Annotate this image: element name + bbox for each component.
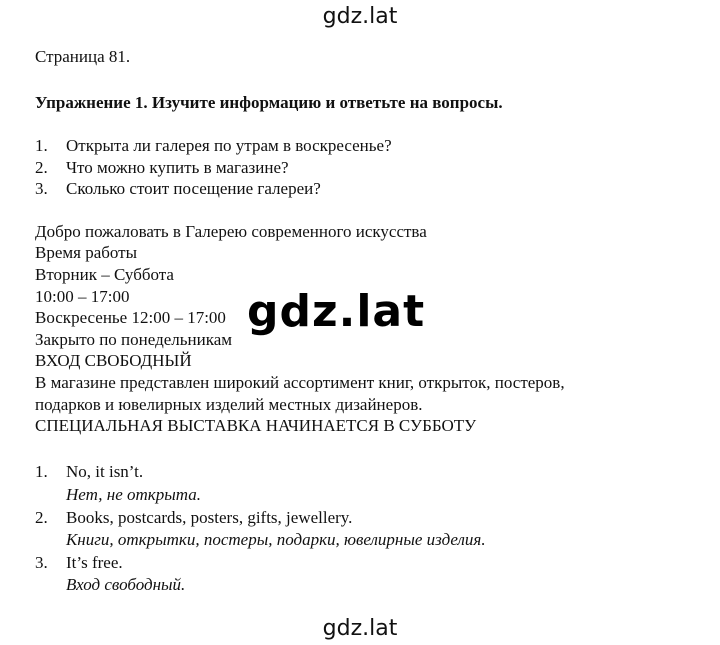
question-number: 1. [35,136,48,155]
info-line: Время работы [35,243,138,262]
answer-number: 1. [35,462,48,481]
question-text: Что можно купить в магазине? [66,158,289,177]
info-line: В магазине представлен широкий ассортимент книг, открыток, постеров, [35,373,565,392]
answer-russian: Книги, открытки, постеры, подарки, ювелирные изделия. [66,530,486,549]
info-line: Вторник – Суббота [35,265,174,284]
info-line: ВХОД СВОБОДНЫЙ [35,351,192,370]
info-line: СПЕЦИАЛЬНАЯ ВЫСТАВКА НАЧИНАЕТСЯ В СУББОТУ [35,416,477,435]
answer-english: No, it isn’t. [66,462,144,481]
watermark-top: gdz.lat [322,4,398,29]
question-text: Сколько стоит посещение галереи? [66,179,321,198]
info-line: подарков и ювелирных изделий местных дизайнеров. [35,395,423,414]
page-label: Страница 81. [35,47,131,66]
info-line: Добро пожаловать в Галерею современного искусства [35,222,427,241]
question-number: 2. [35,158,48,177]
info-line: Закрыто по понедельникам [35,330,232,349]
watermark-middle: gdz.lat [247,286,426,337]
answer-number: 3. [35,553,48,572]
watermark-bottom: gdz.lat [322,616,398,641]
answer-english: Books, postcards, posters, gifts, jewellery. [66,508,353,527]
answer-number: 2. [35,508,48,527]
info-line: 10:00 – 17:00 [35,287,130,306]
exercise-title: Упражнение 1. Изучите информацию и ответьте на вопросы. [35,93,503,112]
question-text: Открыта ли галерея по утрам в воскресенье? [66,136,392,155]
question-number: 3. [35,179,48,198]
info-line: Воскресенье 12:00 – 17:00 [35,308,226,327]
answer-russian: Вход свободный. [66,575,186,594]
answer-russian: Нет, не открыта. [66,485,202,504]
answer-english: It’s free. [66,553,123,572]
